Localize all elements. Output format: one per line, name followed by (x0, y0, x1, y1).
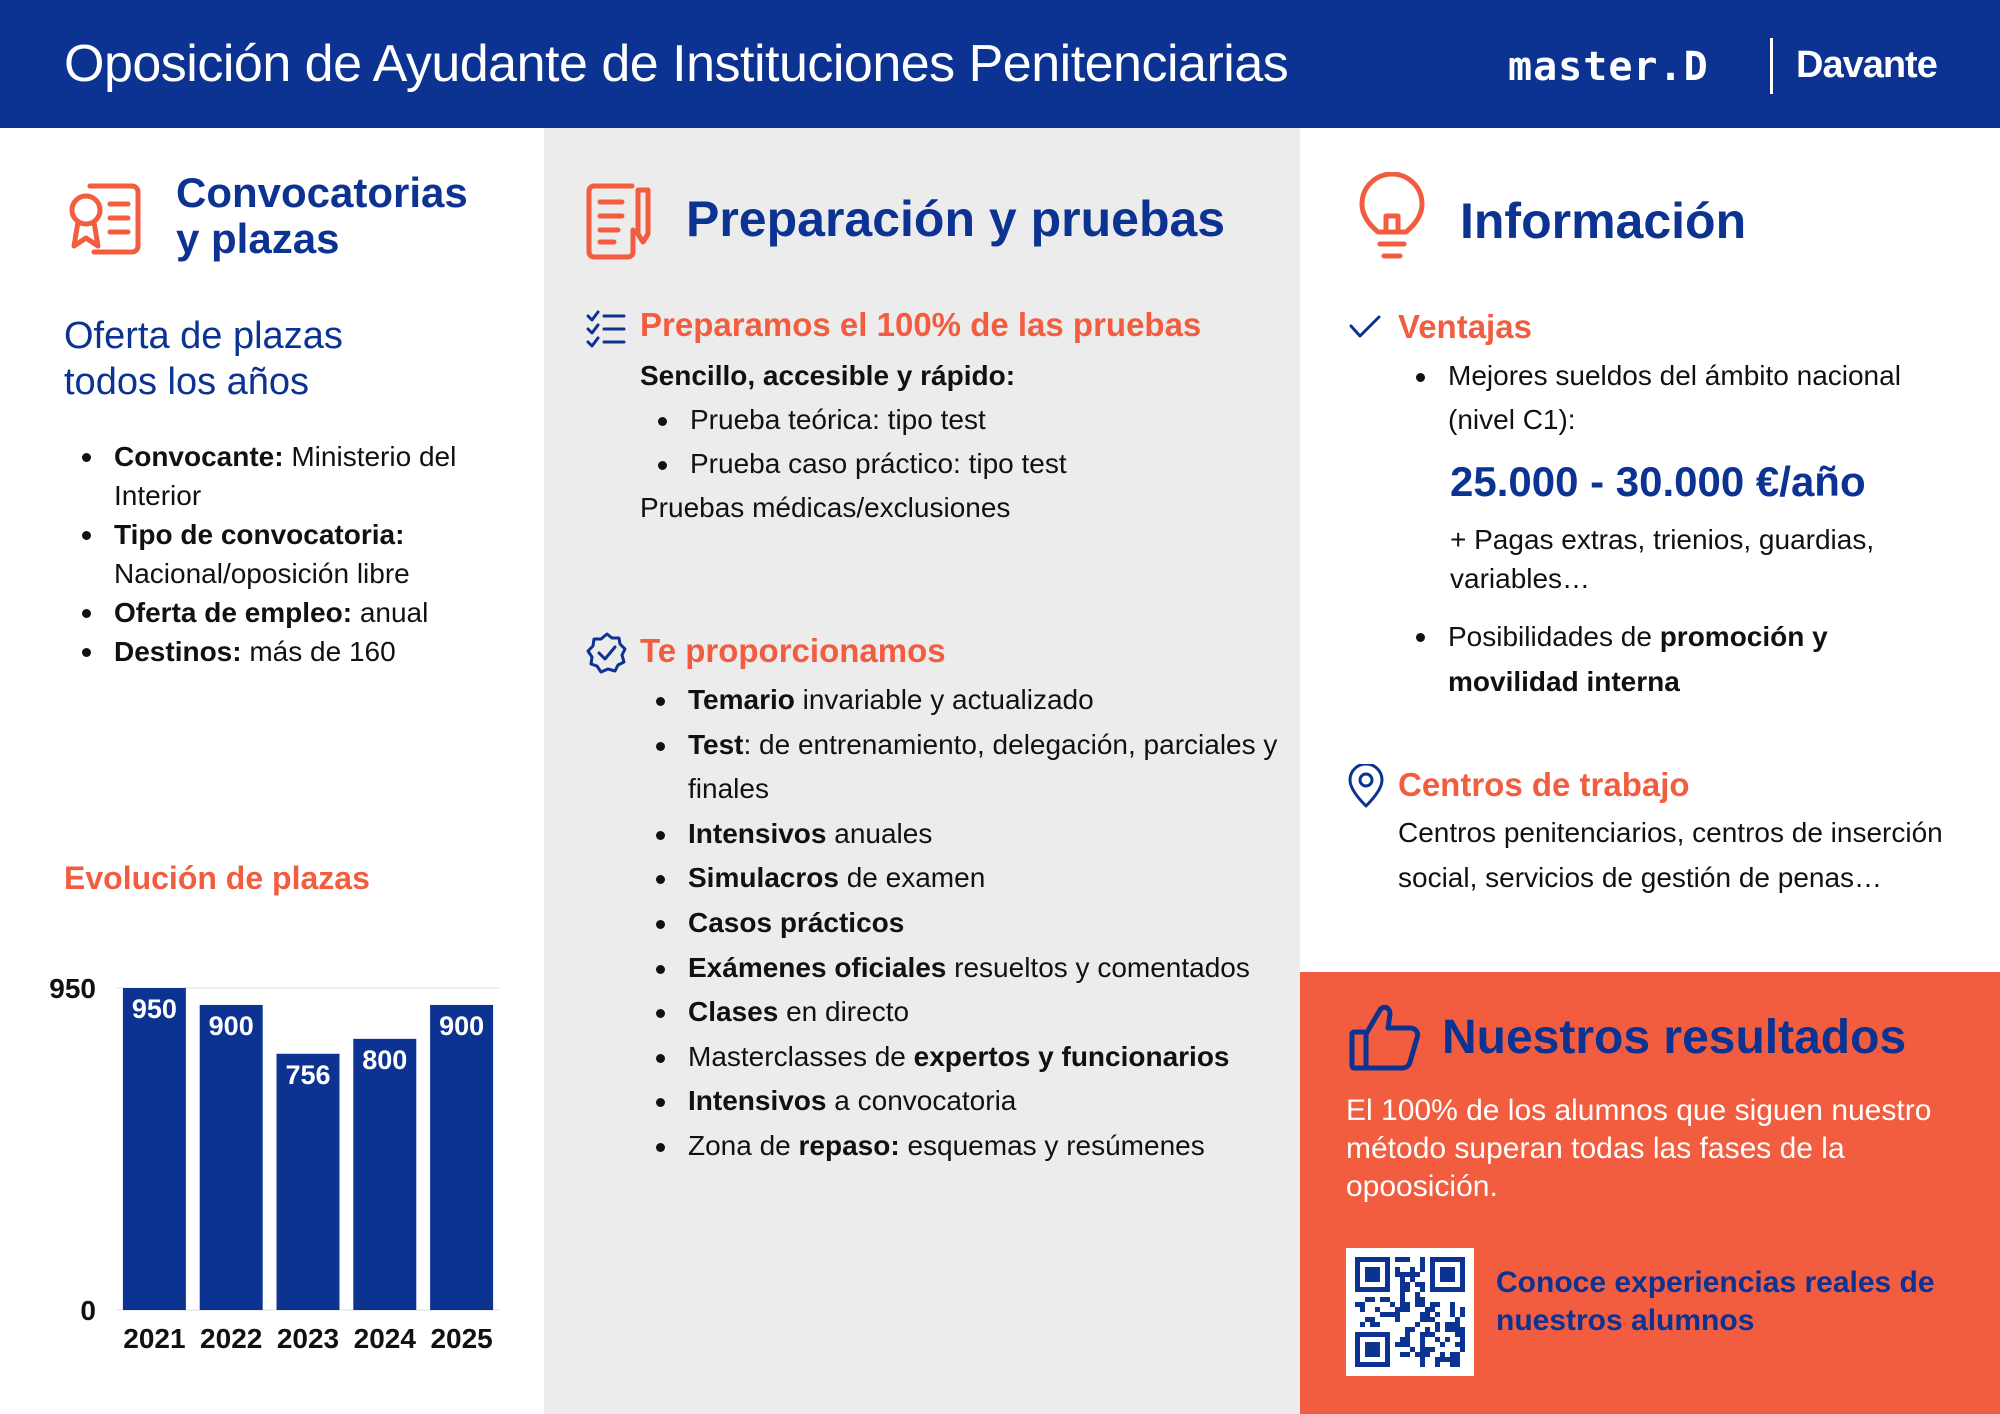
item-pre: Masterclasses de (688, 1040, 914, 1072)
oferta-subtitle (64, 313, 343, 405)
thumbs-up-icon (1348, 1002, 1422, 1072)
salary-range: 25.000 - 30.000 €/año (1450, 458, 1866, 505)
item-bold: Test (688, 728, 744, 760)
pruebas-medicas: Pruebas médicas/exclusiones (640, 492, 1011, 523)
bar (200, 1005, 263, 1310)
page-title: Oposición de Ayudante de Instituciones Penitenciarias (64, 35, 1289, 93)
item-post: esquemas y resúmenes (899, 1129, 1205, 1161)
lightbulb-icon (1358, 172, 1426, 264)
convocatorias-title (176, 170, 468, 262)
ventajas-title: Ventajas (1398, 308, 1532, 345)
list-item (640, 723, 1280, 812)
item-value: Nacional/oposición libre (114, 558, 410, 589)
checkmark-icon (1348, 314, 1382, 340)
x-tick-label: 2025 (430, 1323, 493, 1354)
pruebas-lead: Sencillo, accesible y rápido: (640, 360, 1016, 391)
proporcionamos-list (640, 678, 1280, 1169)
salary-extras: + Pagas extras, trienios, guardias, variables… (1450, 524, 1875, 594)
list-item (640, 678, 1280, 723)
item-pre: Zona de (688, 1129, 799, 1161)
location-pin-icon (1348, 764, 1384, 808)
centros-title: Centros de trabajo (1398, 766, 1690, 803)
checklist-icon (586, 310, 626, 348)
item-post: a convocatoria (826, 1085, 1017, 1117)
bar (430, 1005, 493, 1310)
item-bold: Intensivos (688, 1085, 827, 1117)
list-item (80, 593, 500, 632)
section-title-proporcionamos: Te proporcionamos (640, 632, 946, 669)
item-bold: Temario (688, 684, 795, 715)
list-item (640, 1035, 1280, 1080)
bar (353, 1039, 416, 1310)
evolution-title: Evolución de plazas (64, 860, 370, 896)
experiencias-link[interactable]: Conoce experiencias reales de nuestros alumnos (1496, 1266, 1935, 1337)
list-item (640, 856, 1280, 901)
certificate-document-icon (64, 176, 146, 258)
list-item (640, 1079, 1280, 1124)
item-bold: Simulacros (688, 862, 839, 894)
oferta-subtitle-line2: todos los años (64, 361, 310, 403)
list-item (640, 812, 1280, 857)
brand-divider (1770, 38, 1773, 94)
promocion-pre: Posibilidades de (1448, 621, 1660, 652)
item-value: más de 160 (241, 636, 396, 667)
item-post: anuales (826, 817, 933, 849)
item-bold: expertos y funcionarios (913, 1040, 1230, 1072)
item-post: resueltos y comentados (946, 951, 1250, 983)
convocatoria-details-list (80, 437, 500, 671)
bar-value-label: 900 (208, 1010, 254, 1041)
brand-logo-masterd: master.D (1508, 44, 1709, 90)
list-item: Prueba teórica: tipo test (640, 398, 1260, 442)
pruebas-list (640, 398, 1260, 486)
convocatorias-title-line1: Convocatorias (176, 169, 468, 216)
informacion-title: Información (1460, 193, 1747, 249)
item-bold: Intensivos (688, 817, 827, 849)
verified-badge-icon (586, 632, 628, 674)
sueldo-item: Mejores sueldos del ámbito nacional (nivel C1): (1416, 354, 1956, 442)
bar (123, 988, 186, 1310)
promocion-item (1416, 614, 1916, 704)
y-tick-label: 0 (80, 1295, 96, 1326)
list-item (80, 632, 500, 671)
list-item (640, 1124, 1280, 1169)
bar-value-label: 900 (439, 1010, 485, 1041)
bar-value-label: 800 (362, 1044, 408, 1075)
bar (277, 1054, 340, 1310)
plazas-bar-chart (30, 960, 510, 1360)
list-item (640, 990, 1280, 1035)
centros-text: Centros penitenciarios, centros de inserción social, servicios de gestión de penas… (1398, 817, 1943, 893)
x-tick-label: 2021 (123, 1323, 186, 1354)
item-post: invariable y actualizado (794, 684, 1094, 715)
item-label: Convocante: (114, 441, 284, 472)
item-label: Destinos: (114, 636, 242, 667)
bar-value-label: 756 (285, 1059, 331, 1090)
brand-logo-davante: Davante (1796, 44, 1937, 86)
y-tick-label: 950 (49, 973, 96, 1004)
pruebas-block (640, 354, 1260, 530)
qr-code-graphic (1346, 1248, 1474, 1376)
x-tick-label: 2023 (276, 1323, 340, 1354)
qr-code-icon[interactable] (1346, 1248, 1474, 1376)
item-bold: Casos prácticos (688, 906, 905, 938)
item-label: Tipo de convocatoria: (114, 519, 405, 550)
item-value: Ministerio del Interior (114, 441, 457, 511)
list-item: Prueba caso práctico: tipo test (640, 442, 1260, 486)
notepad-pencil-icon (584, 178, 654, 262)
item-post: de examen (838, 862, 986, 894)
section-title-pruebas: Preparamos el 100% de las pruebas (640, 306, 1202, 343)
convocatorias-title-line2: y plazas (176, 215, 340, 262)
list-item (80, 515, 500, 593)
item-post: : de entrenamiento, delegación, parciales y finales (688, 728, 1278, 805)
list-item (80, 437, 500, 515)
resultados-text: El 100% de los alumnos que siguen nuestro método superan todas las fases de la opoosición. (1346, 1094, 1932, 1203)
item-label: Oferta de empleo: (114, 597, 353, 628)
header-bar (0, 0, 2000, 128)
bar-value-label: 950 (131, 994, 177, 1024)
item-bold: Exámenes oficiales (688, 951, 947, 983)
oferta-subtitle-line1: Oferta de plazas (64, 315, 343, 357)
resultados-title: Nuestros resultados (1442, 1011, 1907, 1064)
x-tick-label: 2024 (353, 1323, 416, 1354)
list-item (640, 901, 1280, 946)
x-tick-label: 2022 (200, 1323, 263, 1354)
item-value: anual (352, 597, 429, 628)
list-item (640, 946, 1280, 991)
item-bold: Clases (688, 996, 779, 1028)
item-bold: repaso: (798, 1129, 900, 1161)
preparacion-title: Preparación y pruebas (686, 191, 1226, 247)
item-post: en directo (778, 996, 910, 1028)
promocion-bold: promoción y movilidad interna (1448, 621, 1828, 697)
